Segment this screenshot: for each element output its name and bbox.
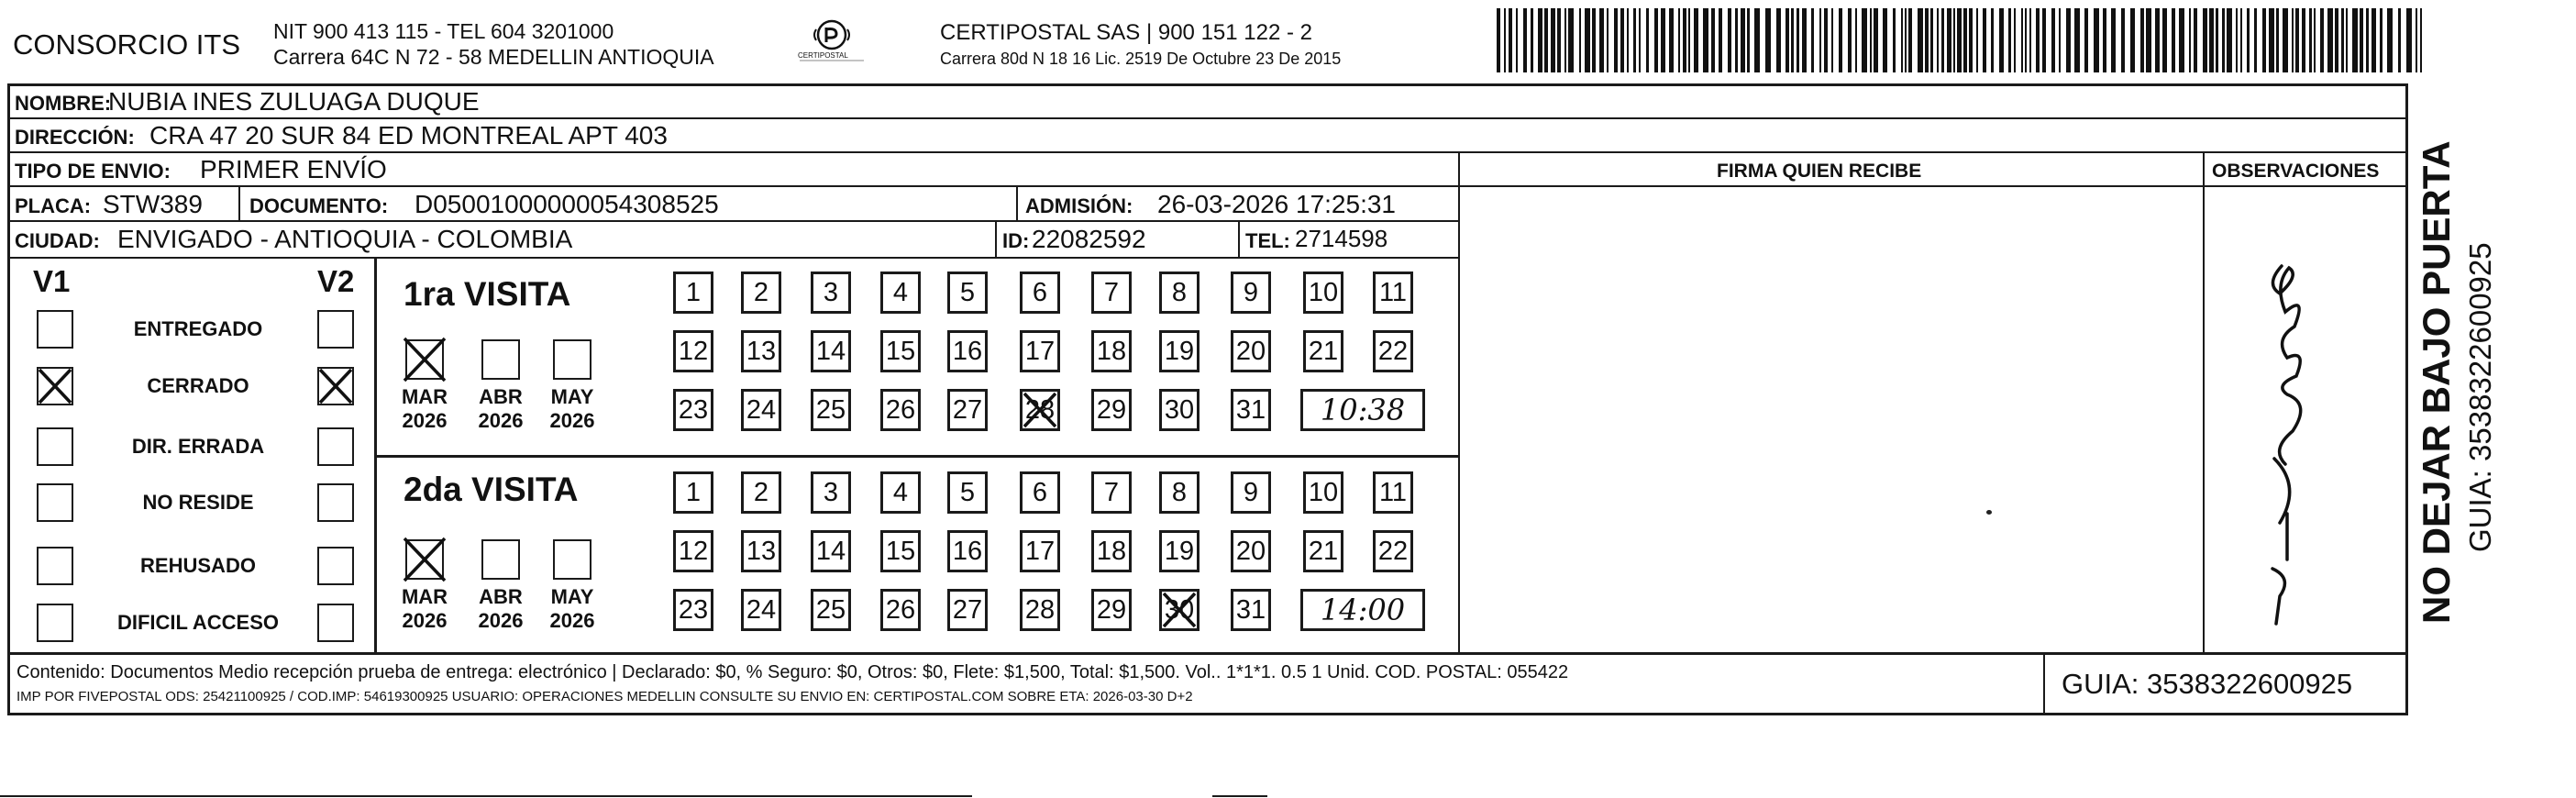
barcode-bar xyxy=(2254,8,2257,72)
visit2-day-5[interactable]: 5 xyxy=(947,471,988,514)
observations-header: OBSERVACIONES xyxy=(2212,161,2380,182)
logo-text: CERTIPOSTAL xyxy=(798,51,848,60)
barcode-bar xyxy=(1728,8,1731,72)
visit1-day-5[interactable]: 5 xyxy=(947,272,988,314)
visit2-day-mark xyxy=(1161,591,1198,629)
barcode-bar xyxy=(2074,8,2080,72)
barcode-bar xyxy=(2084,8,2088,72)
barcode-bar xyxy=(1908,8,1912,72)
visit2-day-26[interactable]: 26 xyxy=(880,589,921,631)
visit2-month-name: MAR xyxy=(401,585,448,608)
visit1-month-year: 2026 xyxy=(478,409,524,432)
bottom-rule-left xyxy=(0,795,972,797)
visit1-day-6[interactable]: 6 xyxy=(1020,272,1060,314)
barcode-bar xyxy=(2416,8,2417,72)
footer-guia: GUIA: 3538322600925 xyxy=(2062,668,2353,700)
visit1-day-2[interactable]: 2 xyxy=(741,272,781,314)
certipostal-logo-icon xyxy=(790,15,873,70)
visit1-day-4[interactable]: 4 xyxy=(880,272,921,314)
visit1-day-11[interactable]: 11 xyxy=(1373,272,1413,314)
barcode-bar xyxy=(1620,8,1624,72)
barcode-bar xyxy=(1754,8,1760,72)
barcode-bar xyxy=(2189,8,2191,72)
barcode-bar xyxy=(1516,8,1518,72)
visit2-day-25[interactable]: 25 xyxy=(811,589,851,631)
name-label: NOMBRE: xyxy=(15,92,112,115)
admission-datetime: 26-03-2026 17:25:31 xyxy=(1157,190,1396,218)
barcode-bar xyxy=(1711,8,1715,72)
visit1-day-8[interactable]: 8 xyxy=(1159,272,1200,314)
visit1-day-26[interactable]: 26 xyxy=(880,389,921,431)
barcode-bar xyxy=(2140,8,2144,72)
visit2-day-20[interactable]: 20 xyxy=(1231,530,1271,572)
visit2-day-23[interactable]: 23 xyxy=(673,589,713,631)
visit1-month-name: MAY xyxy=(550,385,594,408)
barcode-bar xyxy=(2111,8,2116,72)
barcode-bar xyxy=(2227,8,2232,72)
barcode-bar xyxy=(2314,8,2316,72)
barcode-bar xyxy=(2387,8,2393,72)
barcode-bar xyxy=(1557,8,1561,72)
barcode-bar xyxy=(1531,8,1533,72)
barcode-bar xyxy=(1741,8,1745,72)
barcode-bar xyxy=(1811,8,1814,72)
visit1-day-13[interactable]: 13 xyxy=(741,330,781,372)
visit1-day-15[interactable]: 15 xyxy=(880,330,921,372)
barcode-bar xyxy=(1551,8,1555,72)
barcode-bar xyxy=(2335,8,2338,72)
barcode-bar xyxy=(2066,8,2071,72)
visit2-day-31[interactable]: 31 xyxy=(1231,589,1271,631)
v1-checkbox-0[interactable] xyxy=(37,310,73,349)
visit1-day-19[interactable]: 19 xyxy=(1159,330,1200,372)
v2-check-mark xyxy=(317,367,354,405)
visit2-day-14[interactable]: 14 xyxy=(811,530,851,572)
visit1-day-29[interactable]: 29 xyxy=(1091,389,1132,431)
visit1-day-12[interactable]: 12 xyxy=(673,330,713,372)
barcode-bar xyxy=(2194,8,2197,72)
v2-checkbox-4[interactable] xyxy=(317,547,354,585)
barcode-bar xyxy=(1544,8,1548,72)
visit2-month-box[interactable] xyxy=(553,539,591,580)
barcode-bar xyxy=(1646,8,1649,72)
barcode-bar xyxy=(2320,8,2324,72)
barcode-bar xyxy=(2172,8,2175,72)
recipient-tel: 2714598 xyxy=(1295,225,1388,252)
barcode-bar xyxy=(1893,8,1896,72)
visit1-day-10[interactable]: 10 xyxy=(1303,272,1343,314)
barcode-bar xyxy=(1918,8,1923,72)
admission-label: ADMISIÓN: xyxy=(1025,194,1133,217)
barcode-bar xyxy=(2236,8,2238,72)
barcode-bar xyxy=(1848,8,1852,72)
visit1-day-22[interactable]: 22 xyxy=(1373,330,1413,372)
barcode-bar xyxy=(2327,8,2333,72)
barcode-bar xyxy=(1901,8,1903,72)
barcode-bar xyxy=(2008,8,2011,72)
barcode-bar xyxy=(1831,8,1833,72)
barcode-bar xyxy=(1688,8,1690,72)
barcode-bar xyxy=(2262,8,2266,72)
visit2-title: 2da VISITA xyxy=(404,471,579,508)
barcode-bar xyxy=(1786,8,1789,72)
visit1-day-27[interactable]: 27 xyxy=(947,389,988,431)
plate-number: STW389 xyxy=(103,190,203,218)
v1-checkbox-3[interactable] xyxy=(37,483,73,522)
visit2-day-24[interactable]: 24 xyxy=(741,589,781,631)
barcode-bar xyxy=(2240,8,2242,72)
visit2-month-name: ABR xyxy=(479,585,523,608)
footer-line-2: IMP POR FIVEPOSTAL ODS: 25421100925 / COD.IMP: 54619300925 USUARIO: OPERACIONES MEDELLIN CONSULTE SU ENVIO EN: CERTIPOSTAL.COM SOBRE ETA: 2026-03-30 D+2 xyxy=(17,689,1193,704)
visit1-title: 1ra VISITA xyxy=(404,275,571,313)
visit1-month-box[interactable] xyxy=(481,339,520,380)
visit1-day-9[interactable]: 9 xyxy=(1231,272,1271,314)
barcode-bar xyxy=(1523,8,1527,72)
barcode-bar xyxy=(1765,8,1771,72)
barcode-bar xyxy=(2295,8,2299,72)
visit1-day-31[interactable]: 31 xyxy=(1231,389,1271,431)
barcode-bar xyxy=(2025,8,2027,72)
visit1-day-30[interactable]: 30 xyxy=(1159,389,1200,431)
barcode-bar xyxy=(1661,8,1665,72)
status-label: DIFICIL ACCESO xyxy=(116,611,279,634)
barcode-bar xyxy=(2346,8,2348,72)
v2-checkbox-2[interactable] xyxy=(317,427,354,466)
barcode-bar xyxy=(1669,8,1674,72)
v2-checkbox-0[interactable] xyxy=(317,310,354,349)
barcode-bar xyxy=(1870,8,1872,72)
visit1-day-1[interactable]: 1 xyxy=(673,272,713,314)
visit1-day-23[interactable]: 23 xyxy=(673,389,713,431)
barcode-bar xyxy=(1585,8,1590,72)
visit2-time-box[interactable]: 14:00 xyxy=(1300,589,1425,631)
visit2-month-year: 2026 xyxy=(549,609,595,632)
visit1-day-17[interactable]: 17 xyxy=(1020,330,1060,372)
barcode-bar xyxy=(1953,8,1955,72)
visit2-day-22[interactable]: 22 xyxy=(1373,530,1413,572)
visit1-month-year: 2026 xyxy=(402,409,448,432)
barcode-bar xyxy=(2352,8,2358,72)
company-name: CONSORCIO ITS xyxy=(13,28,241,61)
barcode-bar xyxy=(2155,8,2160,72)
tel-label: TEL: xyxy=(1245,229,1290,252)
courier-line: CERTIPOSTAL SAS | 900 151 122 - 2 xyxy=(940,20,1312,45)
barcode-bar xyxy=(2036,8,2040,72)
barcode-bar xyxy=(1905,8,1907,72)
license-line: Carrera 80d N 18 16 Lic. 2519 De Octubre 23 De 2015 xyxy=(940,50,1342,68)
barcode-bar xyxy=(2360,8,2363,72)
status-label: NO RESIDE xyxy=(142,491,254,514)
barcode-bar xyxy=(1976,8,1978,72)
barcode-bar xyxy=(2341,8,2344,72)
barcode-bar xyxy=(2247,8,2250,72)
barcode-bar xyxy=(2051,8,2055,72)
recipient-name: NUBIA INES ZULUAGA DUQUE xyxy=(108,87,480,116)
visit2-day-15[interactable]: 15 xyxy=(880,530,921,572)
barcode-bar xyxy=(2042,8,2046,72)
visit1-day-7[interactable]: 7 xyxy=(1091,272,1132,314)
status-label: DIR. ERRADA xyxy=(131,435,265,458)
barcode-bar xyxy=(1538,8,1542,72)
barcode-bar xyxy=(1855,8,1857,72)
visit2-month-year: 2026 xyxy=(402,609,448,632)
barcode-bar xyxy=(1509,8,1512,72)
side-notice: NO DEJAR BAJO PUERTA xyxy=(2415,140,2458,624)
barcode-bar xyxy=(1930,8,1933,72)
visit2-day-11[interactable]: 11 xyxy=(1373,471,1413,514)
barcode-bar xyxy=(1579,8,1581,72)
barcode-bar xyxy=(1735,8,1738,72)
visit1-day-3[interactable]: 3 xyxy=(811,272,851,314)
barcode-bar xyxy=(1839,8,1842,72)
barcode-bar xyxy=(2203,8,2207,72)
barcode-bar xyxy=(1925,8,1929,72)
barcode-bar xyxy=(1564,8,1566,72)
footer-line-1: Contenido: Documentos Medio recepción prueba de entrega: electrónico | Declarado: $0, % Seguro: $0, Otros: $0, Flete: $1,500, Total: $1,500. Vol.. 1*1*1. 0.5 1 Unid. COD. POSTAL: 055422 xyxy=(17,662,1569,682)
id-label: ID: xyxy=(1002,229,1030,252)
barcode-bar xyxy=(1694,8,1698,72)
barcode-bar xyxy=(1969,8,1973,72)
recipient-city: ENVIGADO - ANTIOQUIA - COLOMBIA xyxy=(117,225,573,253)
barcode-bar xyxy=(1592,8,1596,72)
v1-check-mark xyxy=(37,367,73,405)
barcode-bar xyxy=(1937,8,1939,72)
visit1-month-box[interactable] xyxy=(553,339,591,380)
visit2-month-year: 2026 xyxy=(478,609,524,632)
visit1-month-name: MAR xyxy=(401,385,448,408)
barcode-bar xyxy=(2179,8,2184,72)
visit2-day-30[interactable]: 30 xyxy=(1159,589,1200,631)
company-address-line: Carrera 64C N 72 - 58 MEDELLIN ANTIOQUIA xyxy=(273,45,714,69)
barcode-bar xyxy=(2371,8,2376,72)
barcode-bar xyxy=(1614,8,1618,72)
visit1-month-mark xyxy=(402,336,448,383)
barcode-bar xyxy=(1819,8,1821,72)
visit1-day-28[interactable]: 28 xyxy=(1020,389,1060,431)
visit2-day-8[interactable]: 8 xyxy=(1159,471,1200,514)
visit2-day-17[interactable]: 17 xyxy=(1020,530,1060,572)
visit2-day-7[interactable]: 7 xyxy=(1091,471,1132,514)
visit2-day-28[interactable]: 28 xyxy=(1020,589,1060,631)
status-label: CERRADO xyxy=(147,374,249,397)
ink-dot xyxy=(1986,510,1992,515)
barcode-bar xyxy=(2406,8,2412,72)
barcode-bar xyxy=(2121,8,2125,72)
barcode-bar xyxy=(1797,8,1799,72)
barcode-bar xyxy=(1963,8,1967,72)
barcode-bar xyxy=(2398,8,2401,72)
signature-header: FIRMA QUIEN RECIBE xyxy=(1717,161,1922,182)
barcode-bar xyxy=(2209,8,2214,72)
visit2-day-18[interactable]: 18 xyxy=(1091,530,1132,572)
visit2-day-19[interactable]: 19 xyxy=(1159,530,1200,572)
bottom-rule-right xyxy=(1212,795,1267,797)
visit2-day-29[interactable]: 29 xyxy=(1091,589,1132,631)
visit2-month-mark xyxy=(402,536,448,583)
visit2-day-21[interactable]: 21 xyxy=(1303,530,1343,572)
city-label: CIUDAD: xyxy=(15,229,100,252)
barcode-bar xyxy=(1999,8,2004,72)
barcode-bar xyxy=(2103,8,2106,72)
v2-checkbox-5[interactable] xyxy=(317,604,354,642)
barcode-bar xyxy=(1983,8,1986,72)
barcode-bar xyxy=(1607,8,1609,72)
barcode-bar xyxy=(2276,8,2279,72)
visit1-day-18[interactable]: 18 xyxy=(1091,330,1132,372)
company-nit-line: NIT 900 413 115 - TEL 604 3201000 xyxy=(273,19,614,43)
visit2-day-2[interactable]: 2 xyxy=(741,471,781,514)
barcode-bar xyxy=(1633,8,1636,72)
barcode-bar xyxy=(2292,8,2294,72)
side-guia: GUIA: 3538322600925 xyxy=(2463,242,2497,552)
barcode-bar xyxy=(1791,8,1794,72)
barcode-bar xyxy=(1654,8,1658,72)
visit2-day-1[interactable]: 1 xyxy=(673,471,713,514)
recipient-signature xyxy=(2219,248,2348,633)
barcode xyxy=(1497,8,2432,72)
barcode-bar xyxy=(2216,8,2218,72)
barcode-bar xyxy=(2380,8,2383,72)
barcode-bar xyxy=(2021,8,2023,72)
visit2-month-box[interactable] xyxy=(481,539,520,580)
visit2-month-name: MAY xyxy=(550,585,594,608)
barcode-bar xyxy=(1683,8,1686,72)
barcode-bar xyxy=(2283,8,2288,72)
address-label: DIRECCIÓN: xyxy=(15,126,135,149)
barcode-bar xyxy=(1874,8,1878,72)
v2-header: V2 xyxy=(317,264,355,298)
visit2-day-10[interactable]: 10 xyxy=(1303,471,1343,514)
barcode-bar xyxy=(1824,8,1828,72)
barcode-bar xyxy=(1504,8,1506,72)
visit2-day-4[interactable]: 4 xyxy=(880,471,921,514)
visit2-day-16[interactable]: 16 xyxy=(947,530,988,572)
barcode-bar xyxy=(1703,8,1708,72)
visit1-day-21[interactable]: 21 xyxy=(1303,330,1343,372)
barcode-bar xyxy=(1497,8,1500,72)
visit2-day-12[interactable]: 12 xyxy=(673,530,713,572)
v1-checkbox-4[interactable] xyxy=(37,547,73,585)
barcode-bar xyxy=(2366,8,2369,72)
visit2-day-3[interactable]: 3 xyxy=(811,471,851,514)
visit1-day-16[interactable]: 16 xyxy=(947,330,988,372)
barcode-bar xyxy=(2162,8,2167,72)
recipient-address: CRA 47 20 SUR 84 ED MONTREAL APT 403 xyxy=(149,121,668,150)
visit1-day-25[interactable]: 25 xyxy=(811,389,851,431)
barcode-bar xyxy=(1883,8,1887,72)
barcode-bar xyxy=(2302,8,2305,72)
status-label: ENTREGADO xyxy=(133,317,263,340)
barcode-bar xyxy=(1599,8,1604,72)
barcode-bar xyxy=(2130,8,2135,72)
certipostal-logo xyxy=(790,15,873,70)
document-number: D05001000000054308525 xyxy=(415,190,719,218)
barcode-bar xyxy=(1802,8,1807,72)
barcode-bar xyxy=(2309,8,2312,72)
barcode-bar xyxy=(2222,8,2225,72)
barcode-bar xyxy=(1941,8,1944,72)
barcode-bar xyxy=(1776,8,1781,72)
visit1-day-14[interactable]: 14 xyxy=(811,330,851,372)
visit1-time-box[interactable]: 10:38 xyxy=(1300,389,1425,431)
v1-checkbox-2[interactable] xyxy=(37,427,73,466)
barcode-bar xyxy=(1957,8,1962,72)
barcode-bar xyxy=(2094,8,2099,72)
v1-header: V1 xyxy=(33,264,71,298)
visit2-day-9[interactable]: 9 xyxy=(1231,471,1271,514)
visit2-day-6[interactable]: 6 xyxy=(1020,471,1060,514)
barcode-bar xyxy=(1747,8,1750,72)
barcode-bar xyxy=(1862,8,1867,72)
visit1-day-mark xyxy=(1022,391,1058,429)
barcode-bar xyxy=(2269,8,2274,72)
status-label: REHUSADO xyxy=(140,554,256,577)
visit1-month-year: 2026 xyxy=(549,409,595,432)
visit1-day-24[interactable]: 24 xyxy=(741,389,781,431)
barcode-bar xyxy=(2146,8,2151,72)
barcode-bar xyxy=(1991,8,1994,72)
barcode-bar xyxy=(2014,8,2016,72)
plate-label: PLACA: xyxy=(15,194,92,217)
barcode-bar xyxy=(2420,8,2422,72)
barcode-bar xyxy=(2029,8,2031,72)
visit1-month-name: ABR xyxy=(479,385,523,408)
barcode-bar xyxy=(1568,8,1574,72)
visit2-day-13[interactable]: 13 xyxy=(741,530,781,572)
visit2-day-27[interactable]: 27 xyxy=(947,589,988,631)
barcode-bar xyxy=(1947,8,1951,72)
shipping-type: PRIMER ENVÍO xyxy=(200,155,387,183)
shipping-type-label: TIPO DE ENVIO: xyxy=(15,160,171,183)
barcode-bar xyxy=(1719,8,1722,72)
barcode-bar xyxy=(1627,8,1629,72)
visit1-day-20[interactable]: 20 xyxy=(1231,330,1271,372)
v2-checkbox-3[interactable] xyxy=(317,483,354,522)
v1-checkbox-5[interactable] xyxy=(37,604,73,642)
document-label: DOCUMENTO: xyxy=(249,194,389,217)
barcode-bar xyxy=(1639,8,1641,72)
barcode-bar xyxy=(1678,8,1680,72)
barcode-bar xyxy=(2059,8,2061,72)
recipient-id: 22082592 xyxy=(1032,225,1146,253)
